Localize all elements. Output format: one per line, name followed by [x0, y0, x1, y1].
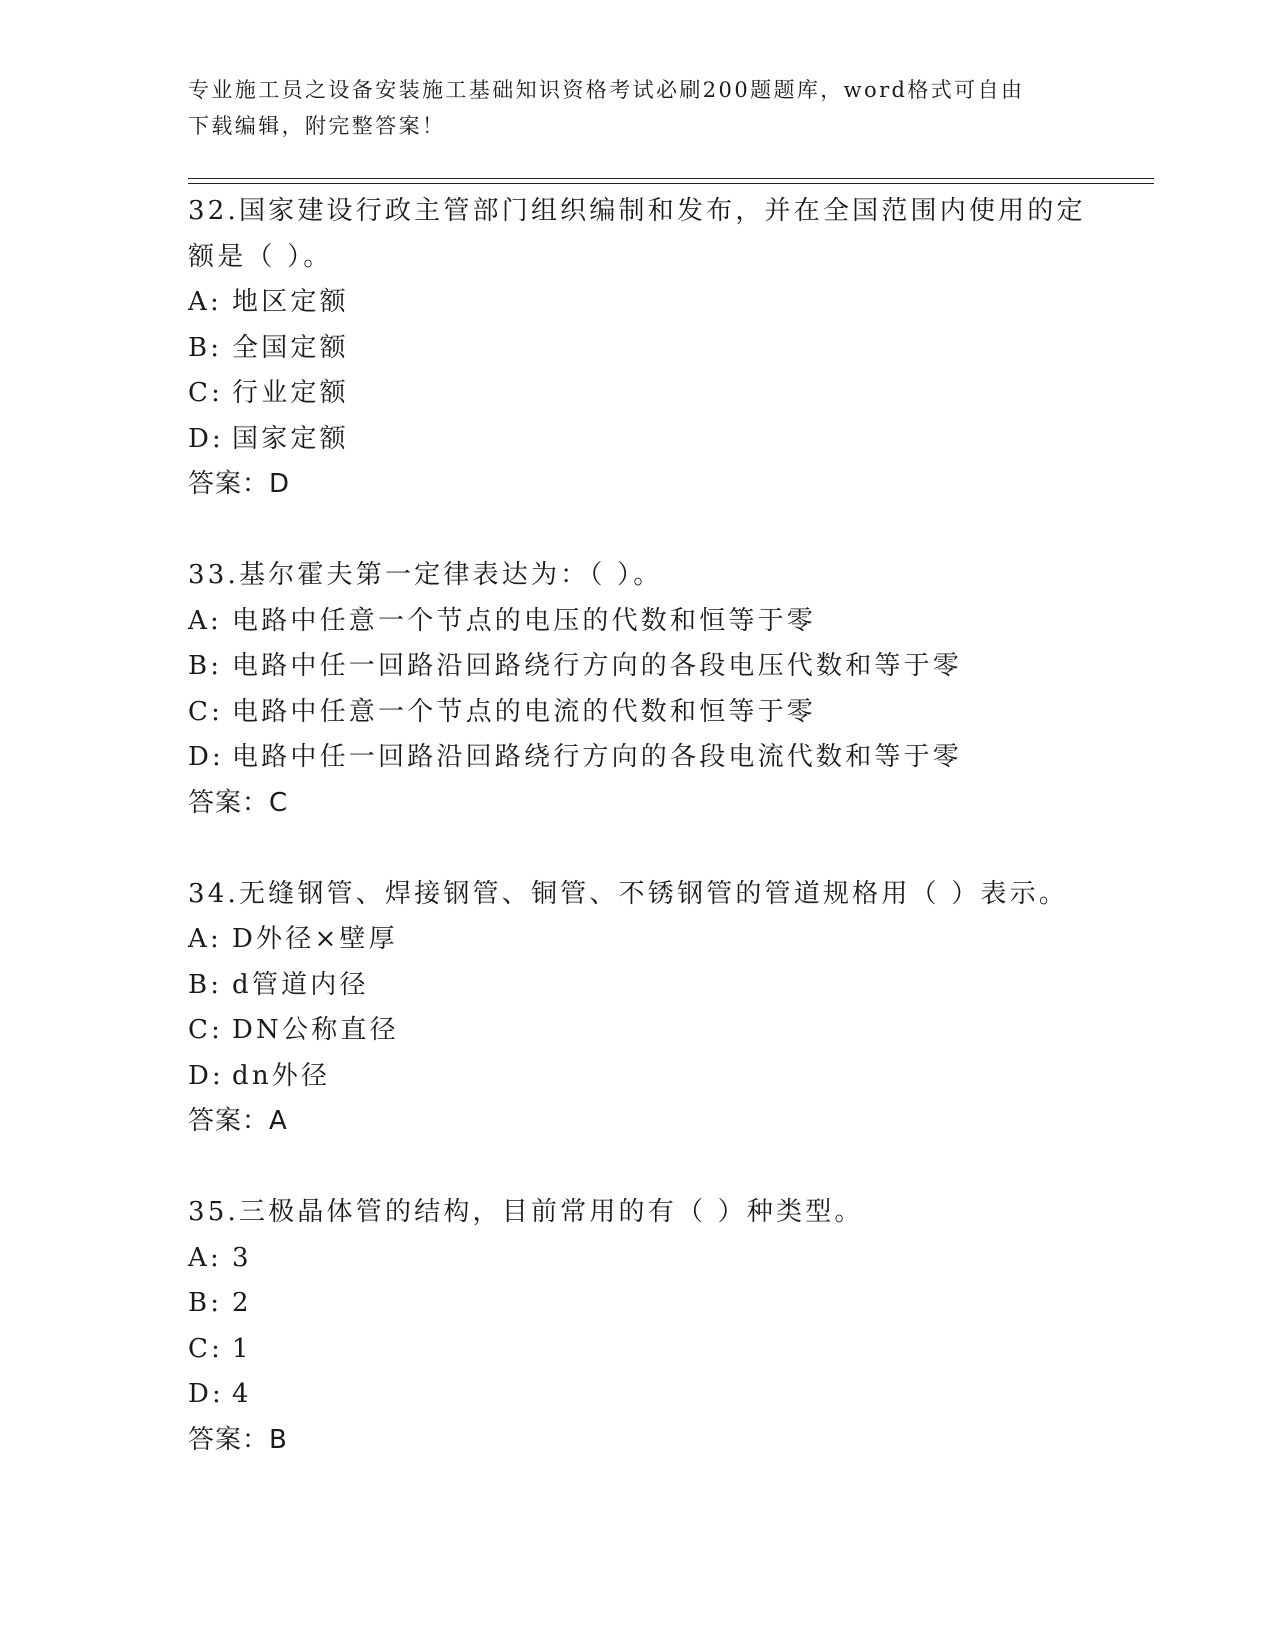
option-c — [188, 690, 1088, 736]
question-stem: 35.三极晶体管的结构，目前常用的有（ ）种类型。 — [188, 1197, 864, 1227]
option-d — [188, 735, 1088, 781]
answer-line: 答案：B — [188, 1424, 288, 1455]
option-key: D: — [188, 1060, 225, 1091]
question-list — [188, 189, 1088, 1463]
option-key: B: — [188, 969, 223, 1000]
option-key: C: — [188, 696, 224, 727]
question-33 — [188, 553, 1088, 826]
option-key: A: — [188, 924, 222, 954]
header-line-2: 下载编辑，附完整答案！ — [188, 114, 446, 138]
option-text: 行业定额 — [232, 378, 349, 408]
option-text: 4 — [232, 1379, 252, 1409]
option-a — [188, 599, 1088, 645]
option-key: C: — [188, 1015, 224, 1045]
option-b — [188, 644, 1088, 690]
question-stem: 34.无缝钢管、焊接钢管、铜管、不锈钢管的管道规格用（ ）表示。 — [188, 878, 1069, 909]
option-key: D: — [188, 1379, 225, 1409]
option-b — [188, 326, 1088, 372]
option-key: C: — [188, 1333, 224, 1364]
option-text: d管道内径 — [232, 969, 369, 1000]
option-text: 3 — [232, 1242, 252, 1273]
header-divider-bottom — [188, 183, 1154, 184]
option-key: B: — [188, 651, 223, 681]
option-key: D: — [188, 423, 225, 454]
option-key: A: — [188, 287, 222, 317]
option-text: 电路中任意一个节点的电压的代数和恒等于零 — [232, 605, 817, 636]
header-line-1: 专业施工员之设备安装施工基础知识资格考试必刷200题题库，word格式可自由 — [188, 78, 1025, 102]
option-d — [188, 417, 1088, 463]
option-c — [188, 371, 1088, 417]
question-stem: 33.基尔霍夫第一定律表达为：（ ）。 — [188, 560, 663, 590]
option-text: DN公称直径 — [232, 1015, 399, 1045]
question-stem: 32.国家建设行政主管部门组织编制和发布，并在全国范围内使用的定额是（ ）。 — [188, 196, 1086, 272]
option-key: B: — [188, 332, 223, 363]
option-key: C: — [188, 378, 224, 408]
option-c — [188, 1327, 1088, 1373]
option-a — [188, 1236, 1088, 1282]
option-text: 国家定额 — [232, 423, 349, 454]
option-c — [188, 1008, 1088, 1054]
option-text: 电路中任意一个节点的电流的代数和恒等于零 — [232, 696, 817, 727]
header-divider-top — [188, 178, 1154, 179]
option-d — [188, 1372, 1088, 1418]
option-key: A: — [188, 1242, 222, 1273]
option-text: 1 — [232, 1333, 252, 1364]
option-text: 电路中任一回路沿回路绕行方向的各段电压代数和等于零 — [232, 651, 963, 681]
option-text: 地区定额 — [232, 287, 349, 317]
option-a — [188, 280, 1088, 326]
question-35 — [188, 1190, 1088, 1463]
question-34 — [188, 872, 1088, 1145]
option-a — [188, 917, 1088, 963]
option-text: 2 — [232, 1288, 252, 1318]
option-b — [188, 963, 1088, 1009]
answer-line: 答案：C — [188, 787, 289, 818]
option-key: B: — [188, 1288, 223, 1318]
option-key: A: — [188, 605, 222, 636]
answer-line: 答案：A — [188, 1106, 288, 1136]
option-text: 电路中任一回路沿回路绕行方向的各段电流代数和等于零 — [232, 742, 963, 772]
option-text: dn外径 — [232, 1060, 331, 1091]
option-d — [188, 1054, 1088, 1100]
question-32 — [188, 189, 1088, 508]
answer-line: 答案：D — [188, 469, 291, 499]
option-text: 全国定额 — [232, 332, 349, 363]
option-key: D: — [188, 742, 225, 772]
option-b — [188, 1281, 1088, 1327]
document-header — [188, 72, 1088, 144]
option-text: D外径×壁厚 — [232, 924, 398, 954]
